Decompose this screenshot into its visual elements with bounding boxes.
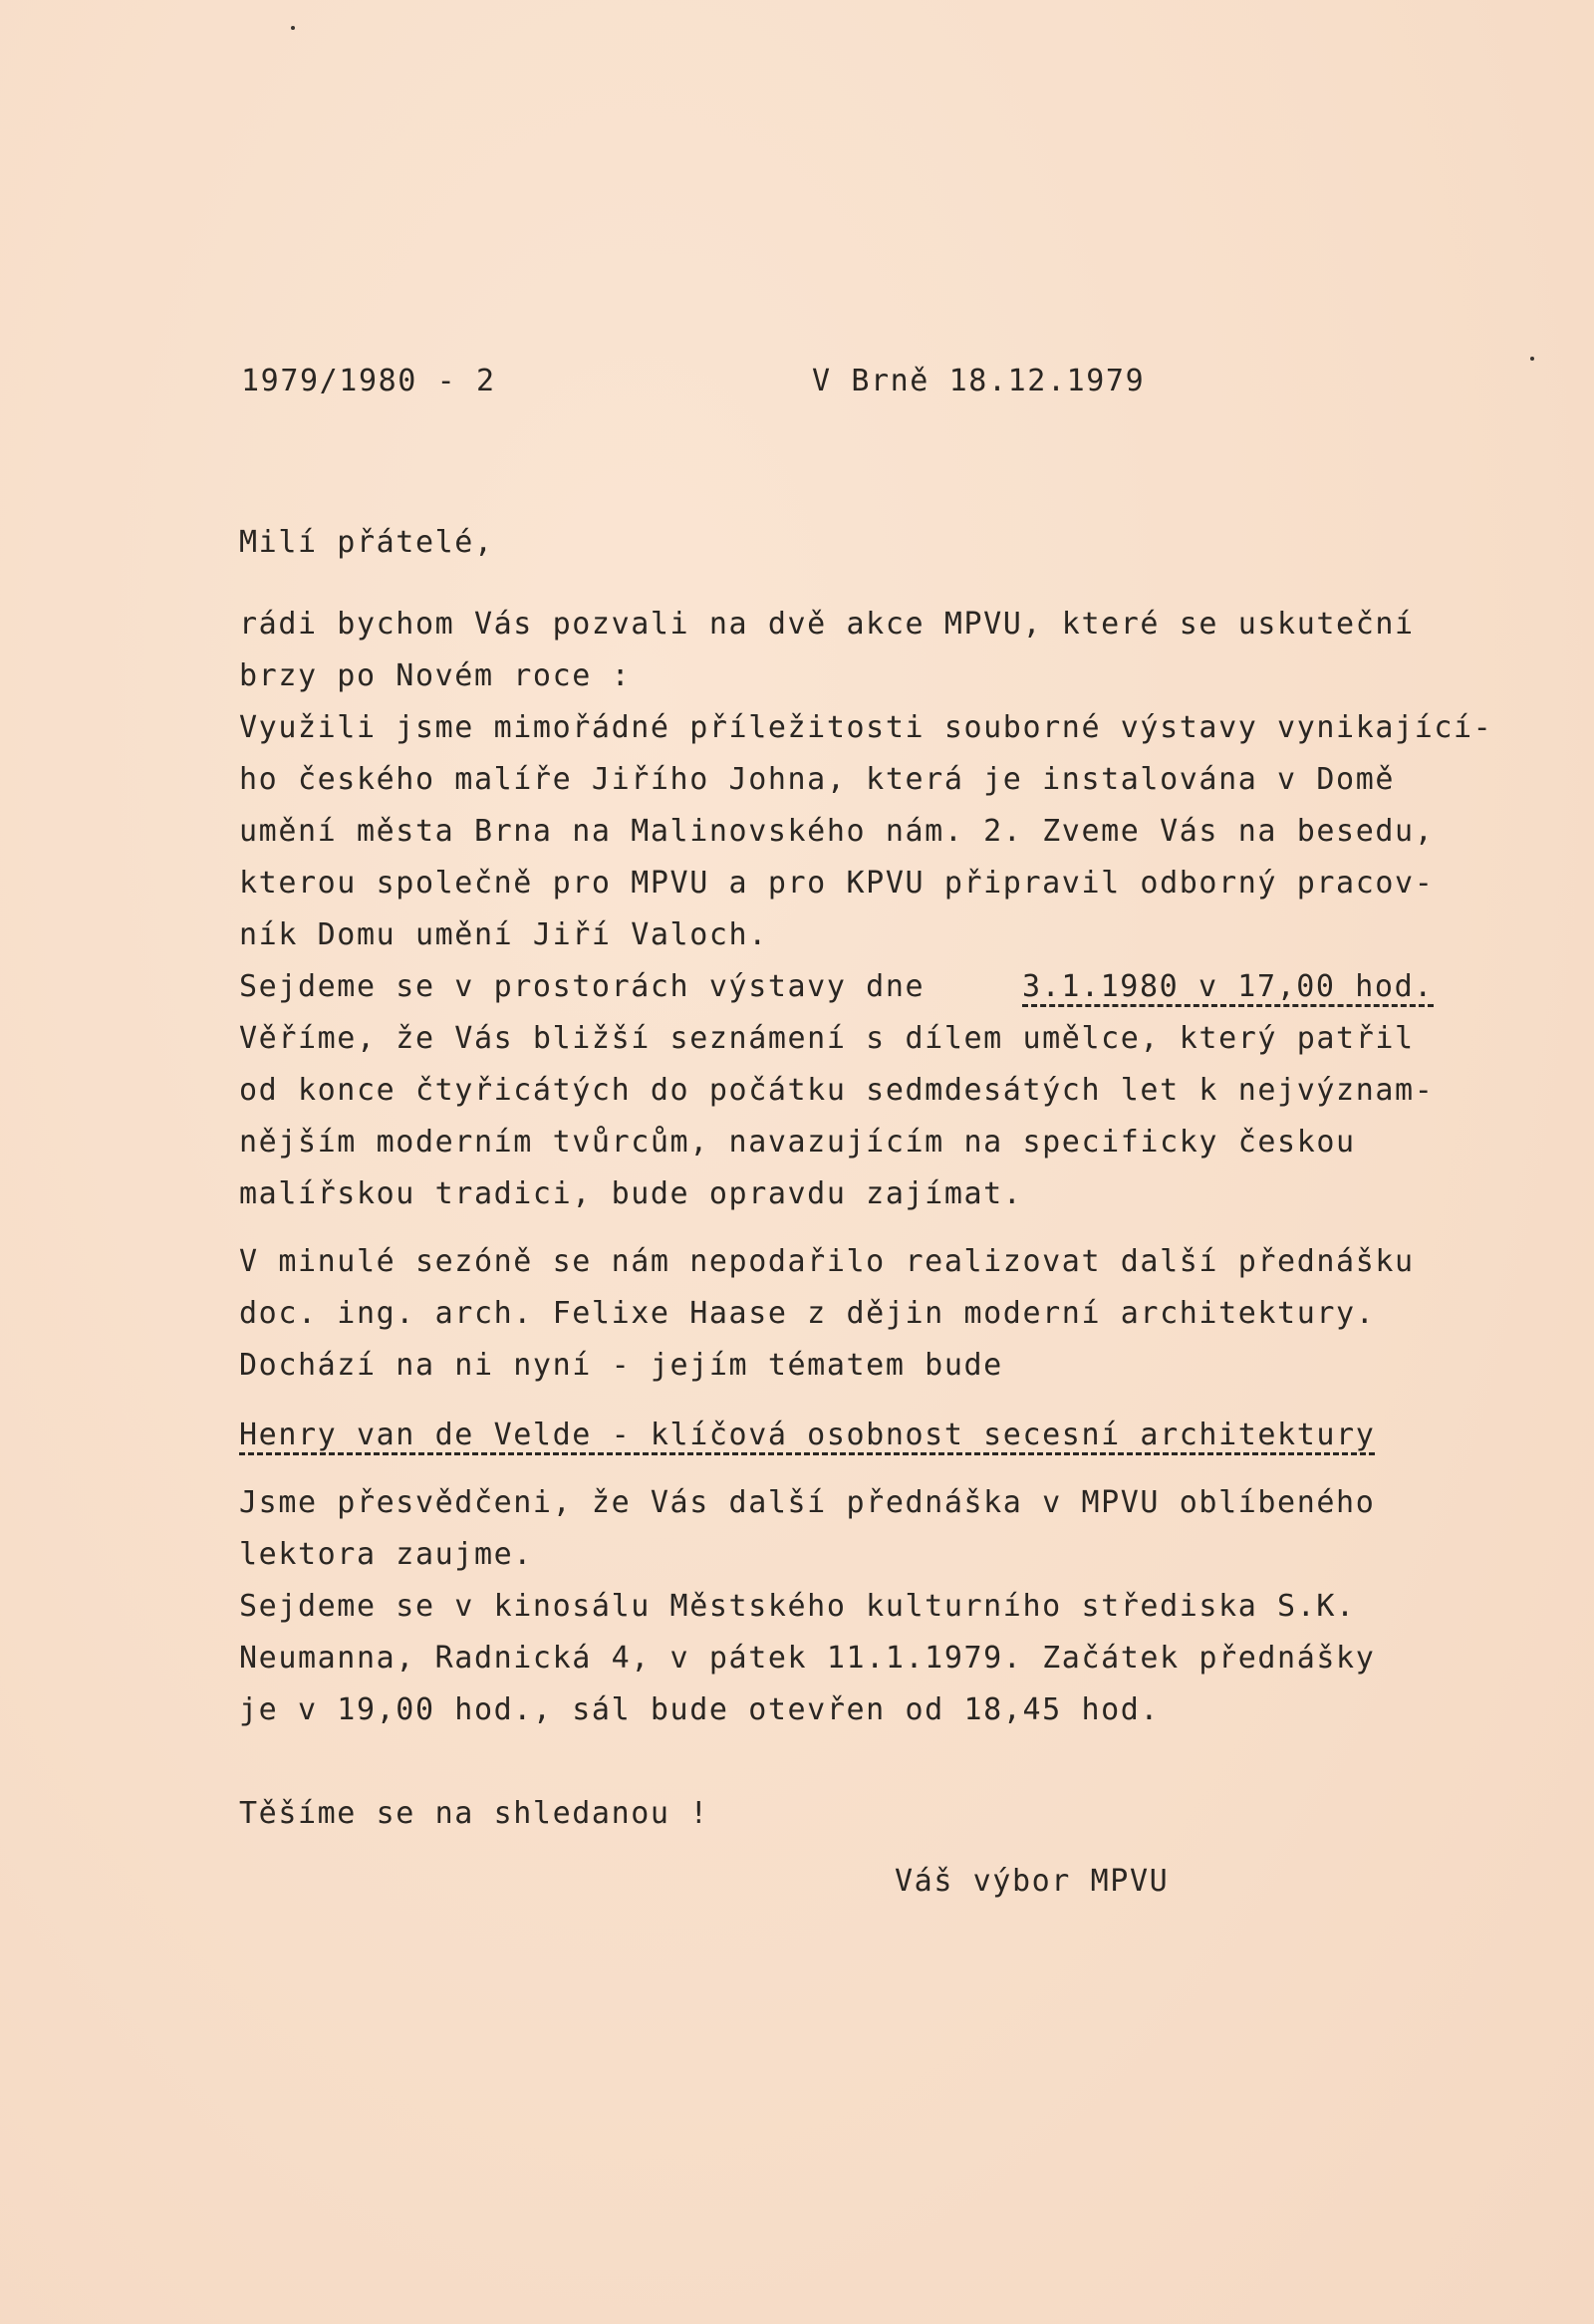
body-line: doc. ing. arch. Felixe Haase z dějin moderní architektury. [239, 1296, 1376, 1331]
body-line: Jsme přesvědčeni, že Vás další přednáška v MPVU oblíbeného [239, 1485, 1376, 1520]
body-line: brzy po Novém roce : [239, 658, 632, 693]
body-line: je v 19,00 hod., sál bude otevřen od 18,45 hod. [239, 1692, 1161, 1727]
body-line: nějším moderním tvůrcům, navazujícím na specificky českou [239, 1125, 1356, 1160]
body-line: Sejdeme se v kinosálu Městského kulturního střediska S.K. [239, 1589, 1356, 1624]
body-line: Využili jsme mimořádné příležitosti souborné výstavy vynikající- [239, 710, 1493, 745]
body-line: Neumanna, Radnická 4, v pátek 11.1.1979. Začátek přednášky [239, 1641, 1376, 1676]
body-line: V minulé sezóně se nám nepodařilo realizovat další přednášku [239, 1244, 1415, 1279]
salutation: Milí přátelé, [239, 525, 494, 560]
body-line: ho českého malíře Jiřího Johna, která je instalována v Domě [239, 762, 1396, 797]
body-line: rádi bychom Vás pozvali na dvě akce MPVU, které se uskuteční [239, 607, 1415, 642]
event-date: 3.1.1980 v 17,00 hod. [1022, 972, 1434, 1007]
lecture-title: Henry van de Velde - klíčová osobnost secesní architektury [239, 1420, 1375, 1455]
body-line: kterou společně pro MPVU a pro KPVU připravil odborný pracov- [239, 866, 1435, 901]
paper-speck [291, 26, 295, 30]
body-line: malířskou tradici, bude opravdu zajímat. [239, 1176, 1023, 1211]
body-line: lektora zaujme. [239, 1537, 533, 1572]
body-line: Sejdeme se v prostorách výstavy dne [239, 969, 926, 1004]
paper-speck [1530, 357, 1534, 361]
closing: Těšíme se na shledanou ! [239, 1796, 709, 1831]
body-line: od konce čtyřicátých do počátku sedmdesátých let k nejvýznam- [239, 1073, 1435, 1108]
reference-number: 1979/1980 - 2 [241, 364, 496, 398]
signature: Váš výbor MPVU [895, 1864, 1170, 1899]
body-line: ník Domu umění Jiří Valoch. [239, 917, 768, 952]
body-line: Věříme, že Vás bližší seznámení s dílem umělce, který patřil [239, 1021, 1415, 1056]
place-date: V Brně 18.12.1979 [812, 364, 1146, 398]
body-line: Dochází na ni nyní - jejím tématem bude [239, 1348, 1003, 1383]
body-line: umění města Brna na Malinovského nám. 2. Zveme Vás na besedu, [239, 814, 1435, 849]
